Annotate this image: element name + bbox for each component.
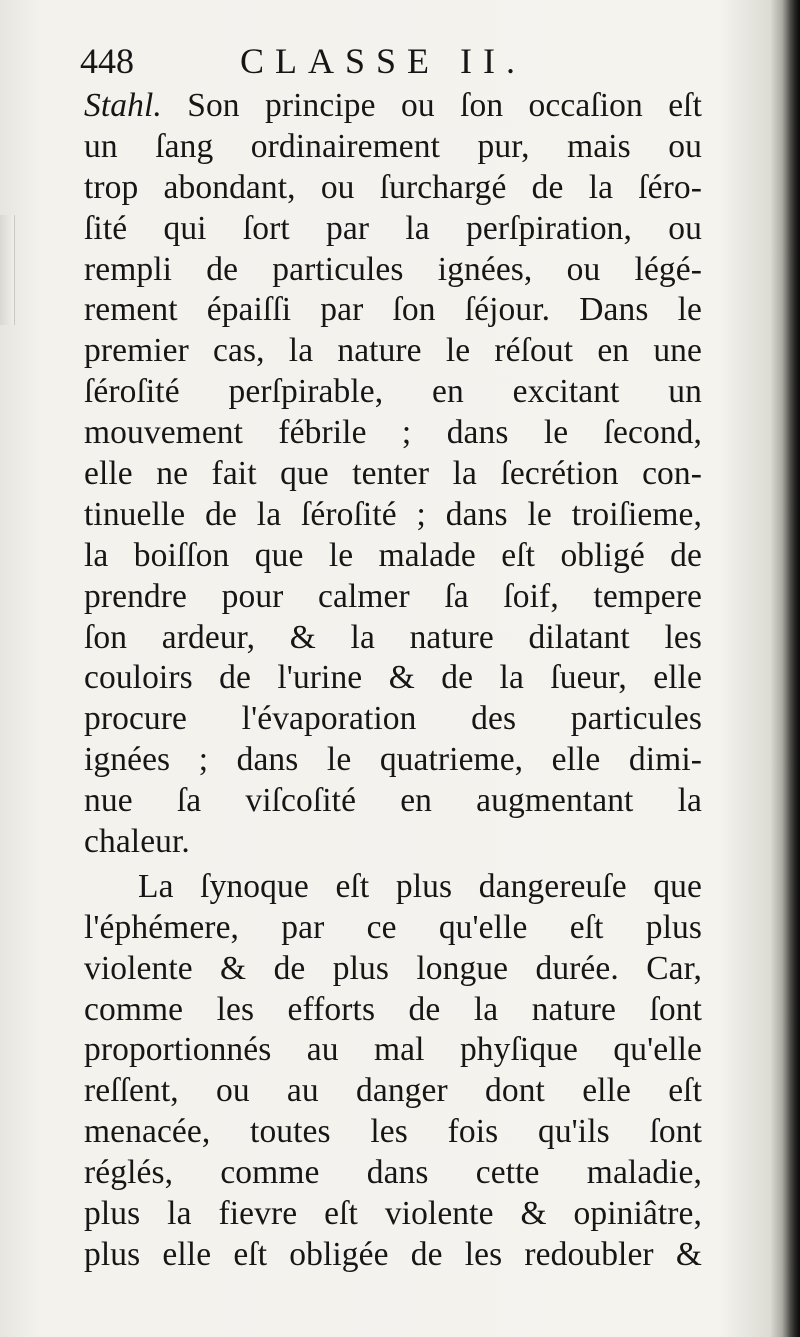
text-line: procure l'évaporation des particules xyxy=(84,700,702,738)
text-line: tinuelle de la ſéroſité ; dans le troiſieme, xyxy=(84,495,702,533)
text-line: mouvement fébrile ; dans le ſecond, xyxy=(84,414,702,452)
text-line: La ſynoque eſt plus dangereuſe que xyxy=(138,867,702,905)
text-line: violente & de plus longue durée. Car, xyxy=(84,949,702,987)
text-line: la boiſſon que le malade eſt obligé de xyxy=(84,536,702,574)
text-line: un ſang ordinairement pur, mais ou xyxy=(84,127,702,165)
page-number: 448 xyxy=(80,41,134,81)
text-line: ſité qui ſort par la perſpiration, ou xyxy=(84,209,702,247)
text-line: trop abondant, ou ſurchargé de la ſéro- xyxy=(84,168,702,206)
text-line: réglés, comme dans cette maladie, xyxy=(84,1154,702,1192)
text-line: comme les efforts de la nature ſont xyxy=(84,990,702,1028)
text-line: reſſent, ou au danger dont elle eſt xyxy=(84,1072,702,1110)
text-line: rempli de particules ignées, ou légé- xyxy=(84,250,702,288)
text-line: Stahl. Son principe ou ſon occaſion eſt xyxy=(84,87,702,124)
text-line: proportionnés au mal phyſique qu'elle xyxy=(84,1031,702,1069)
text-line: ſéroſité perſpirable, en excitant un xyxy=(84,373,702,411)
text-line: elle ne fait que tenter la ſecrétion con- xyxy=(84,455,702,493)
paragraph xyxy=(84,867,702,1276)
text-line: premier cas, la nature le réſout en une xyxy=(84,332,702,370)
text-line: chaleur. xyxy=(84,823,190,861)
paragraph xyxy=(84,86,702,863)
text-line: ignées ; dans le quatrieme, elle dimi- xyxy=(84,741,702,779)
text-line: l'éphémere, par ce qu'elle eſt plus xyxy=(84,908,702,946)
body-text xyxy=(84,86,702,1276)
binding-shadow xyxy=(782,0,800,1337)
page-edge-fold xyxy=(0,215,15,325)
text-line: plus elle eſt obligée de les redoubler & xyxy=(84,1235,702,1273)
text-line: prendre pour calmer ſa ſoif, tempere xyxy=(84,577,702,615)
page-header xyxy=(80,36,700,86)
text-line: couloirs de l'urine & de la ſueur, elle xyxy=(84,659,702,697)
text-line: ſon ardeur, & la nature dilatant les xyxy=(84,618,702,656)
text-line: menacée, toutes les fois qu'ils ſont xyxy=(84,1113,702,1151)
text-line: plus la fievre eſt violente & opiniâtre, xyxy=(84,1195,702,1233)
running-head: CLASSE II. xyxy=(240,41,527,81)
text-line: nue ſa viſcoſité en augmentant la xyxy=(84,782,702,820)
text-line: rement épaiſſi par ſon ſéjour. Dans le xyxy=(84,291,702,329)
